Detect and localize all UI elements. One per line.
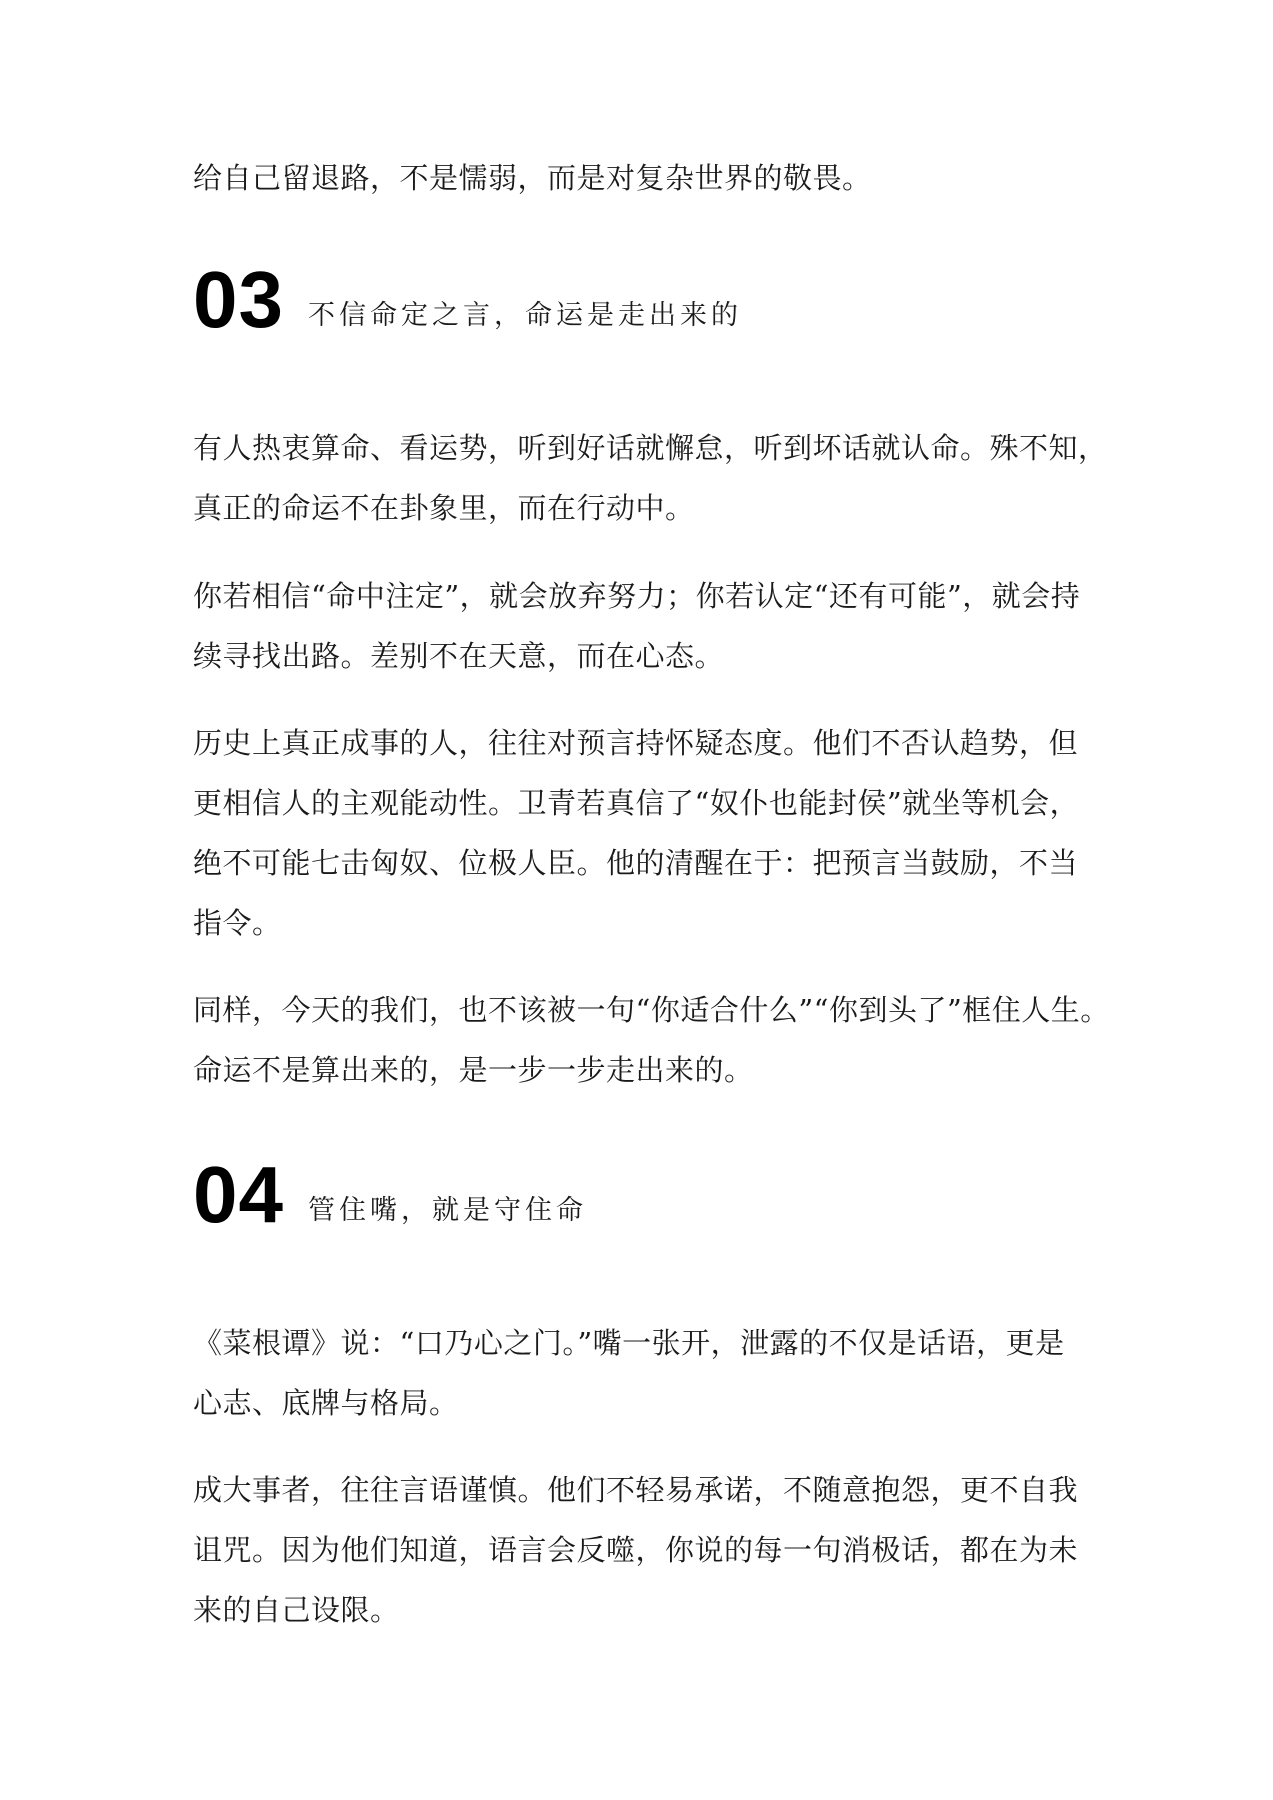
- paragraph-line: 成大事者，往往言语谨慎。他们不轻易承诺，不随意抱怨，更不自我: [193, 1473, 1079, 1507]
- paragraph-line: 绝不可能七击匈奴、位极人臣。他的清醒在于：把预言当鼓励，不当: [193, 846, 1079, 880]
- paragraph-line: 真正的命运不在卦象里，而在行动中。: [193, 491, 695, 525]
- paragraph-line: 来的自己设限。: [193, 1593, 400, 1627]
- paragraph-line: 你若相信“命中注定”，就会放弃努力；你若认定“还有可能”，就会持: [193, 579, 1081, 613]
- paragraph-line: 给自己留退路，不是懦弱，而是对复杂世界的敬畏。: [193, 161, 872, 195]
- body-paragraph: [193, 1460, 1083, 1640]
- paragraph-line: 心志、底牌与格局。: [193, 1386, 459, 1420]
- section-title: 不信命定之言，命运是走出来的: [307, 300, 742, 331]
- body-paragraph: [193, 566, 1083, 686]
- body-paragraph: [193, 980, 1110, 1100]
- body-paragraph: [193, 418, 1108, 538]
- intro-paragraph: [193, 148, 1083, 208]
- section-number: 03: [193, 255, 284, 344]
- section-title: 管住嘴，就是守住命: [307, 1195, 587, 1226]
- section-number: 04: [193, 1150, 284, 1239]
- paragraph-line: 指令。: [193, 906, 282, 940]
- body-paragraph: [193, 1313, 1083, 1433]
- section-heading-03: [193, 250, 742, 344]
- paragraph-line: 更相信人的主观能动性。卫青若真信了“奴仆也能封侯”就坐等机会，: [193, 786, 1080, 820]
- paragraph-line: 有人热衷算命、看运势，听到好话就懈怠，听到坏话就认命。殊不知，: [193, 431, 1108, 465]
- paragraph-line: 诅咒。因为他们知道，语言会反噬，你说的每一句消极话，都在为未: [193, 1533, 1079, 1567]
- paragraph-line: 同样，今天的我们，也不该被一句“你适合什么”“你到头了”框住人生。: [193, 993, 1110, 1027]
- paragraph-line: 命运不是算出来的，是一步一步走出来的。: [193, 1053, 754, 1087]
- paragraph-line: 《菜根谭》说：“口乃心之门。”嘴一张开，泄露的不仅是话语，更是: [193, 1326, 1065, 1360]
- paragraph-line: 续寻找出路。差别不在天意，而在心态。: [193, 639, 725, 673]
- paragraph-line: 历史上真正成事的人，往往对预言持怀疑态度。他们不否认趋势，但: [193, 726, 1079, 760]
- section-heading-04: [193, 1145, 587, 1239]
- body-paragraph: [193, 713, 1083, 953]
